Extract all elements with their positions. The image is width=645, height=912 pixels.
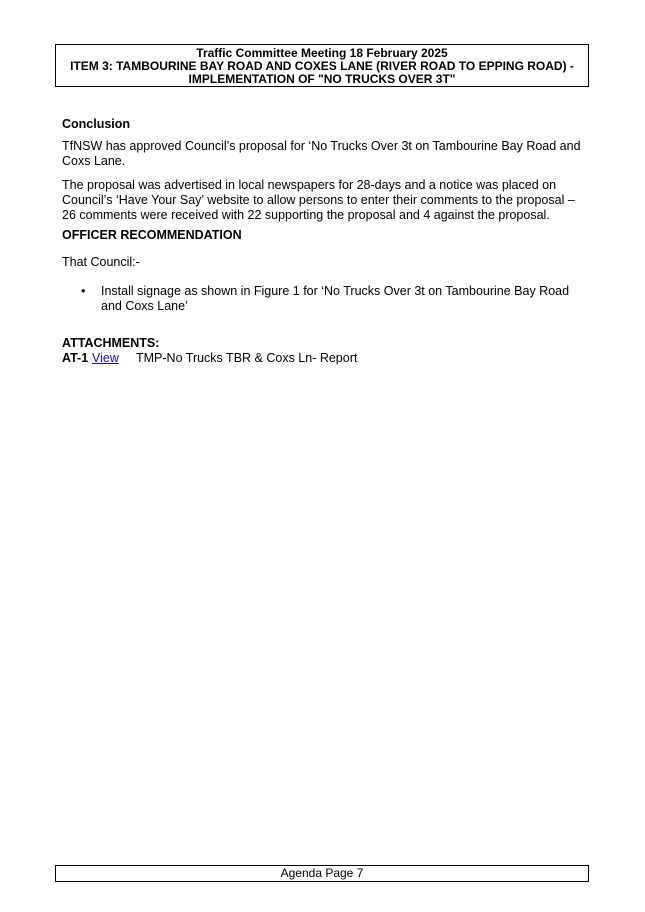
officer-recommendation-heading: OFFICER RECOMMENDATION xyxy=(62,228,242,242)
conclusion-paragraph-1: TfNSW has approved Council’s proposal for ‘No Trucks Over 3t on Tambourine Bay Road and Coxs Lane. xyxy=(62,139,581,168)
attachment-row xyxy=(62,351,582,366)
attachment-view-link[interactable]: View xyxy=(92,351,119,365)
meeting-title: Traffic Committee Meeting 18 February 2025 xyxy=(196,46,448,60)
page-footer xyxy=(55,865,589,882)
recommendation-text: Install signage as shown in Figure 1 for ‘No Trucks Over 3t on Tambourine Bay Road and Coxs Lane’ xyxy=(101,284,570,313)
attachment-name: TMP-No Trucks TBR & Coxs Ln- Report xyxy=(136,351,358,365)
item-title-line2: IMPLEMENTATION OF "NO TRUCKS OVER 3T" xyxy=(188,72,456,86)
conclusion-paragraph-2: The proposal was advertised in local newspapers for 28-days and a notice was placed on Council’s ‘Have Your Say’ website to allow persons to enter their comments to the proposal – 26 comments were received with 22 supporting the proposal and 4 against the proposal. xyxy=(62,178,575,222)
attachments-heading: ATTACHMENTS: xyxy=(62,336,160,350)
bullet-icon: • xyxy=(81,284,86,298)
report-body xyxy=(62,115,582,366)
page-header xyxy=(55,44,589,87)
recommendation-intro: That Council:- xyxy=(62,255,140,269)
attachment-code: AT-1 xyxy=(62,351,89,365)
recommendation-list-item xyxy=(62,284,582,314)
item-title-line1: ITEM 3: TAMBOURINE BAY ROAD AND COXES LANE (RIVER ROAD TO EPPING ROAD) - xyxy=(70,59,574,73)
recommendation-list xyxy=(62,284,582,314)
page-number: Agenda Page 7 xyxy=(280,866,364,880)
conclusion-heading: Conclusion xyxy=(62,117,131,131)
